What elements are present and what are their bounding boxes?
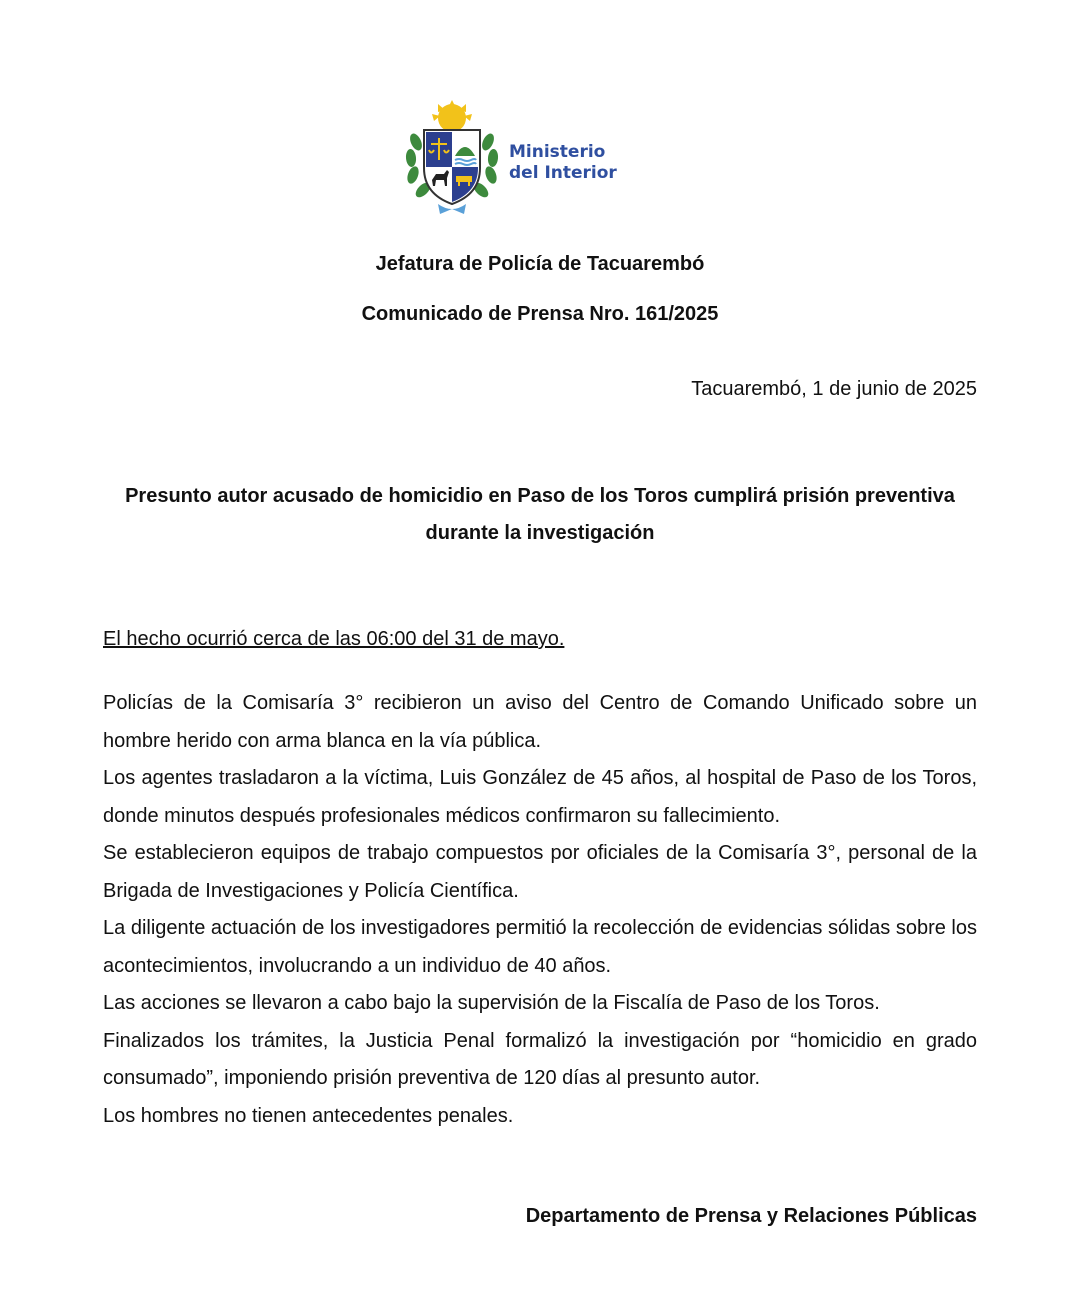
lead-sentence: El hecho ocurrió cerca de las 06:00 del 31 de mayo. bbox=[103, 628, 565, 650]
body-paragraph: La diligente actuación de los investigadores permitió la recolección de evidencias sólidas sobre los acontecimientos, involucrando a un individuo de 40 años. bbox=[103, 917, 977, 977]
headline: Presunto autor acusado de homicidio en Paso de los Toros cumplirá prisión preventiva durante la investigación bbox=[125, 485, 955, 544]
body-paragraph: Se establecieron equipos de trabajo compuestos por oficiales de la Comisaría 3°, personal de la Brigada de Investigaciones y Policía Científica. bbox=[103, 842, 977, 902]
coat-of-arms-icon bbox=[402, 100, 502, 222]
body-text bbox=[103, 685, 977, 1135]
ministry-name-line-2: del Interior bbox=[509, 163, 617, 183]
date-line: Tacuarembó, 1 de junio de 2025 bbox=[691, 378, 977, 400]
ministry-name-line-1: Ministerio bbox=[509, 142, 606, 162]
body-paragraph: Los hombres no tienen antecedentes penales. bbox=[103, 1104, 514, 1127]
press-release-number: Comunicado de Prensa Nro. 161/2025 bbox=[361, 303, 719, 325]
body-paragraph: Finalizados los trámites, la Justicia Penal formalizó la investigación por “homicidio en grado consumado”, imponiendo prisión preventiva de 120 días al presunto autor. bbox=[103, 1029, 977, 1089]
police-office-heading: Jefatura de Policía de Tacuarembó bbox=[375, 253, 705, 275]
body-paragraph: Las acciones se llevaron a cabo bajo la supervisión de la Fiscalía de Paso de los Toros. bbox=[103, 992, 880, 1014]
ministry-logo bbox=[402, 100, 632, 222]
body-paragraph: Los agentes trasladaron a la víctima, Luis González de 45 años, al hospital de Paso de los Toros, donde minutos después profesionales médicos confirmaron su fallecimiento. bbox=[103, 767, 977, 827]
body-paragraph: Policías de la Comisaría 3° recibieron un aviso del Centro de Comando Unificado sobre un hombre herido con arma blanca en la vía pública. bbox=[103, 692, 977, 752]
signature: Departamento de Prensa y Relaciones Públicas bbox=[525, 1205, 977, 1227]
